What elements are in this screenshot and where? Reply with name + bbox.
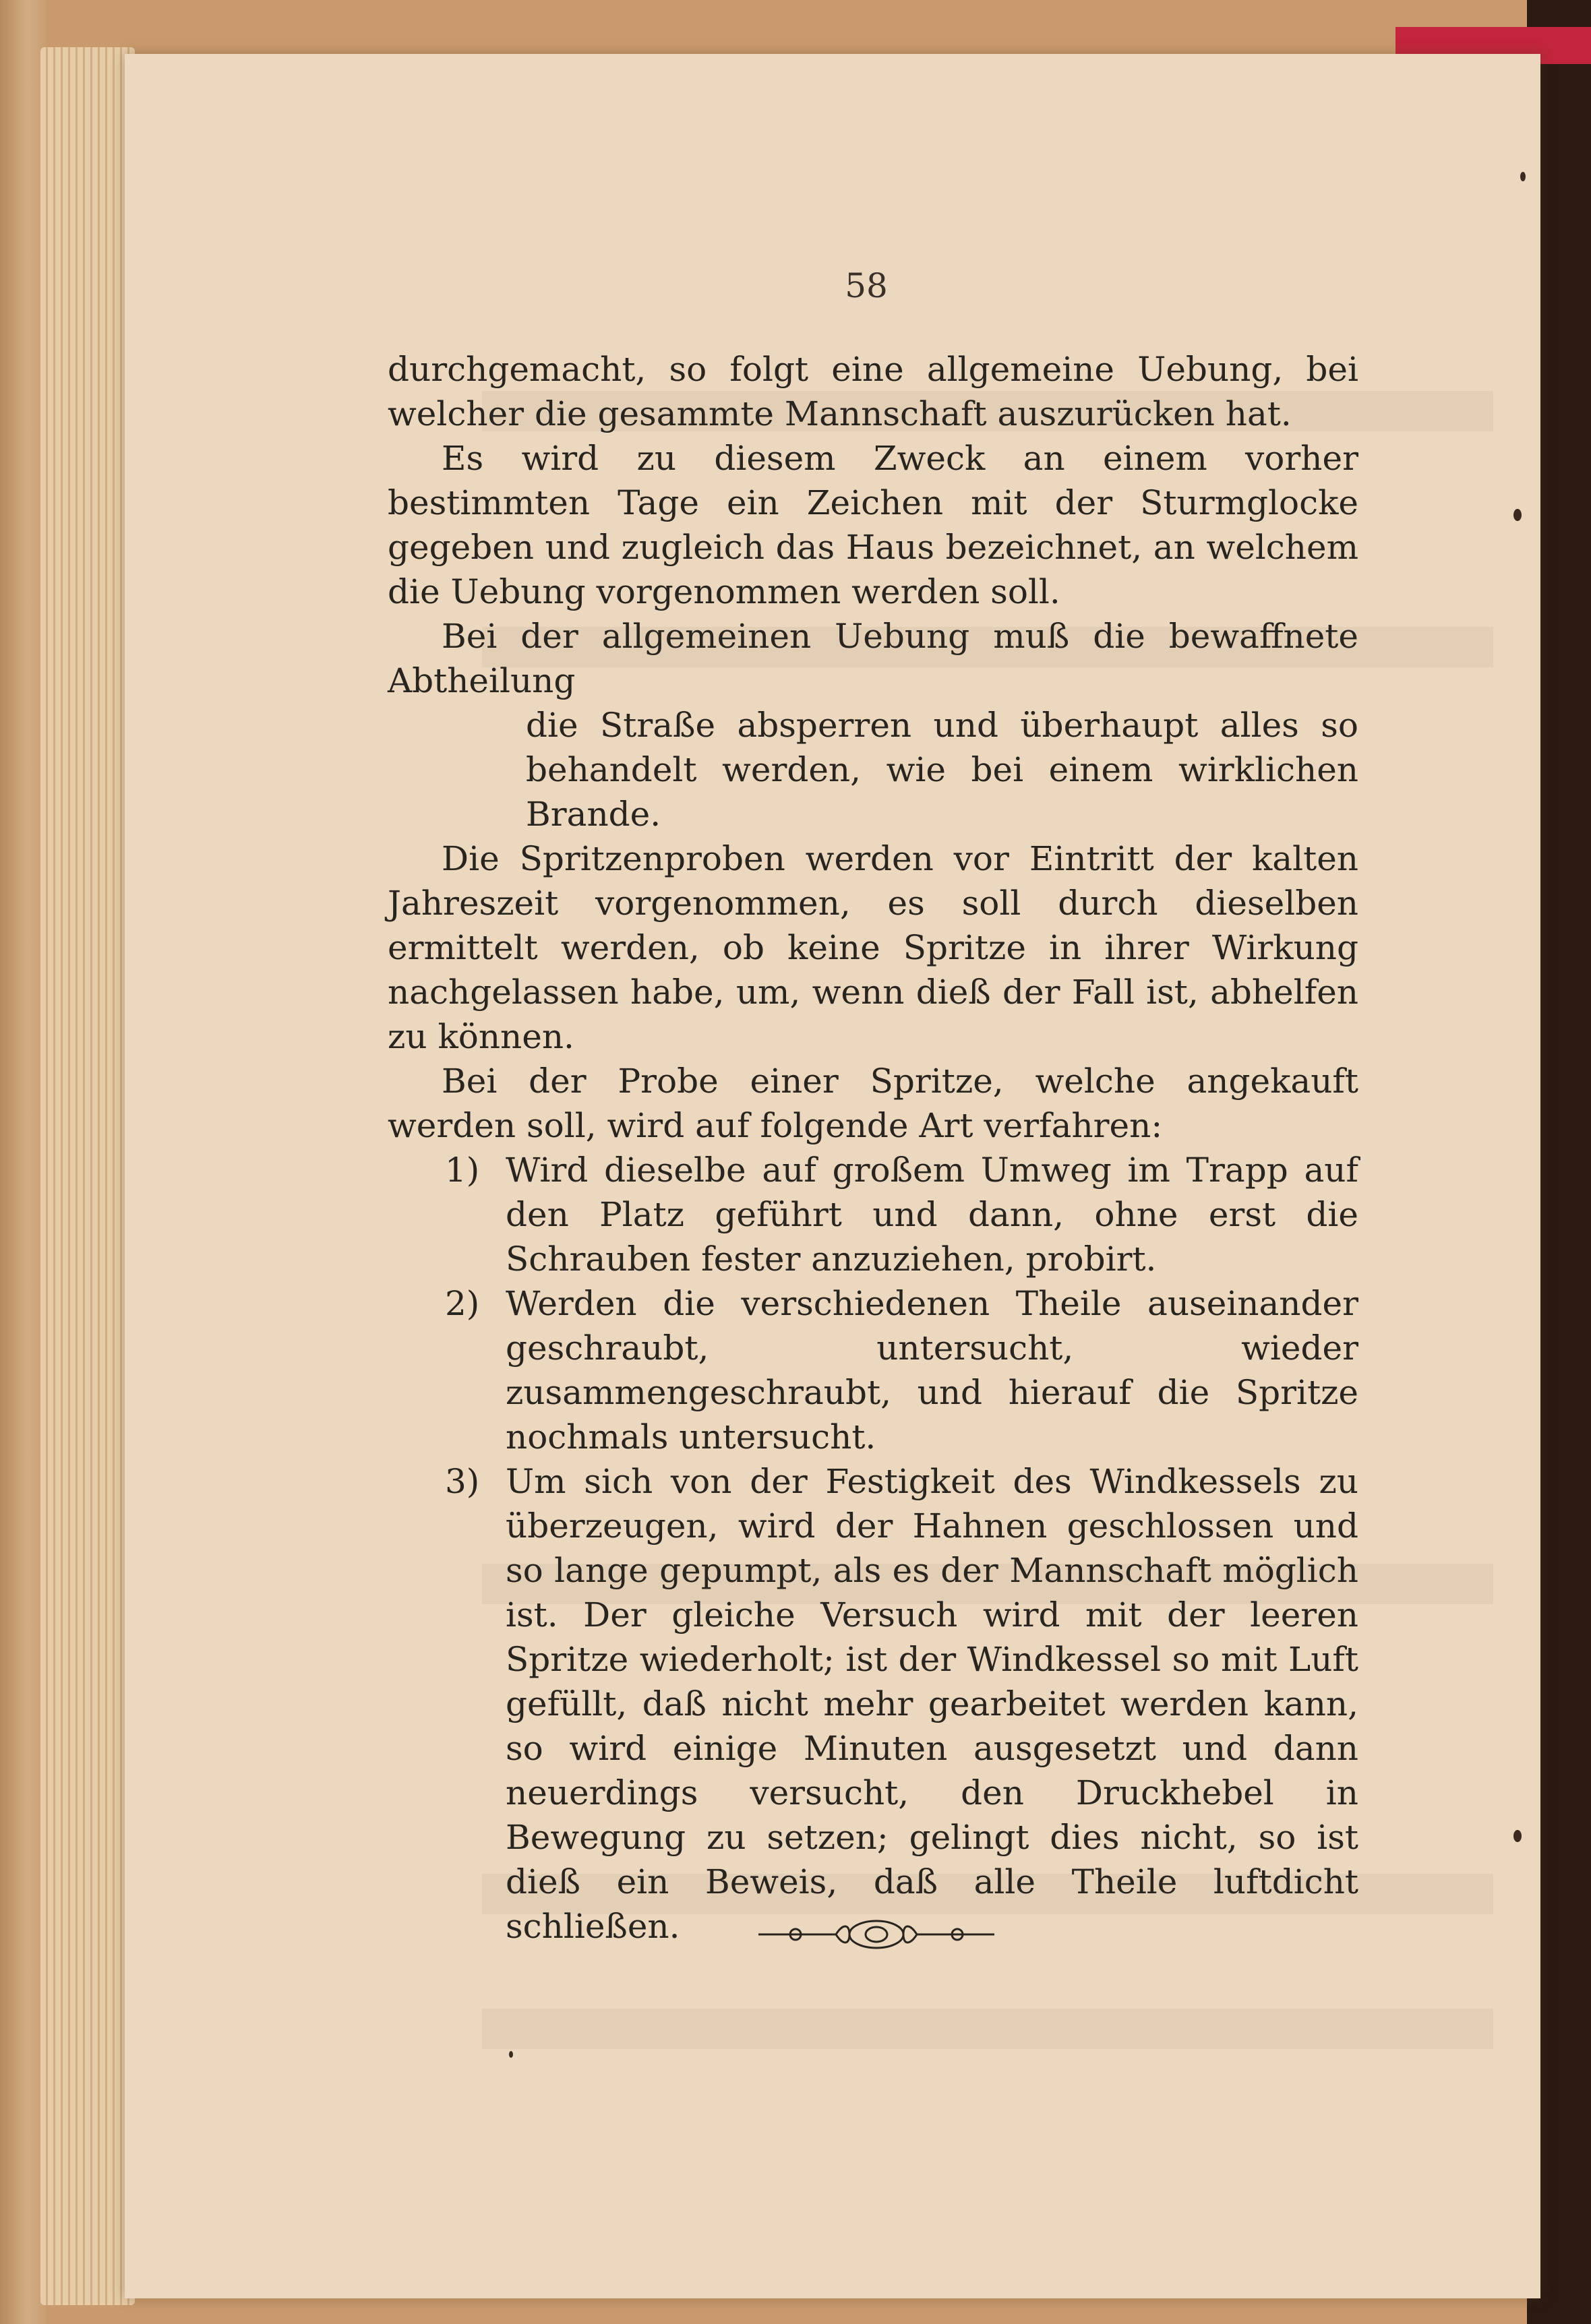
list-item (388, 1281, 1358, 1459)
body-text (388, 347, 1358, 1949)
paragraph: durchgemacht, so folgt eine allgemeine Uebung, bei welcher die gesammte Mannschaft auszurücken hat. (388, 350, 1358, 433)
paragraph: Bei der allgemeinen Uebung muß die bewaffnete Abtheilung (388, 617, 1358, 700)
list-item (388, 1148, 1358, 1281)
indented-paragraph: die Straße absperren und überhaupt alles so behandelt werden, wie bei einem wirklichen Brande. (526, 706, 1358, 834)
paragraph: Die Spritzenproben werden vor Eintritt der kalten Jahreszeit vorgenommen, es soll durch dieselben ermittelt werden, ob keine Spritze in ihrer Wirkung nachgelassen habe, um, wenn dieß der Fall ist, abhelfen zu können. (388, 839, 1358, 1056)
paragraph: Es wird zu diesem Zweck an einem vorher bestimmten Tage ein Zeichen mit der Sturmglocke gegeben und zugleich das Haus bezeichnet, an welchem die Uebung vorgenommen werden soll. (388, 439, 1358, 611)
page-mark (1513, 509, 1522, 521)
list-number: 2) (445, 1284, 480, 1323)
page-stack (40, 47, 135, 2305)
list-number: 3) (445, 1462, 480, 1501)
list-text: Werden die verschiedenen Theile auseinander geschraubt, untersucht, wieder zusammengeschraubt, und hierauf die Spritze nochmals untersucht. (506, 1284, 1358, 1457)
list-item (388, 1459, 1358, 1949)
paragraph: Bei der Probe einer Spritze, welche angekauft werden soll, wird auf folgende Art verfahren: (388, 1062, 1358, 1145)
ornament-icon (755, 1914, 998, 1955)
show-through (482, 2009, 1493, 2049)
list-text: Wird dieselbe auf großem Umweg im Trapp auf den Platz geführt und dann, ohne erst die Schrauben fester anzuziehen, probirt. (506, 1151, 1358, 1279)
list-text: Um sich von der Festigkeit des Windkessels zu überzeugen, wird der Hahnen geschlossen und so lange gepumpt, als es der Mannschaft möglich ist. Der gleiche Versuch wird mit der leeren Spritze wiederholt; ist der Windkessel so mit Luft gefüllt, daß nicht mehr gearbeitet werden kann, so wird einige Minuten ausgesetzt und dann neuerdings versucht, den Druckhebel in Bewegung zu setzen; gelingt dies nicht, so ist dieß ein Beweis, daß alle Theile luftdicht schließen. (506, 1462, 1358, 1946)
page-mark (509, 2051, 513, 2058)
page-mark (1520, 172, 1526, 181)
page-mark (1513, 1830, 1522, 1842)
page-number: 58 (845, 266, 888, 305)
list-number: 1) (445, 1151, 480, 1190)
